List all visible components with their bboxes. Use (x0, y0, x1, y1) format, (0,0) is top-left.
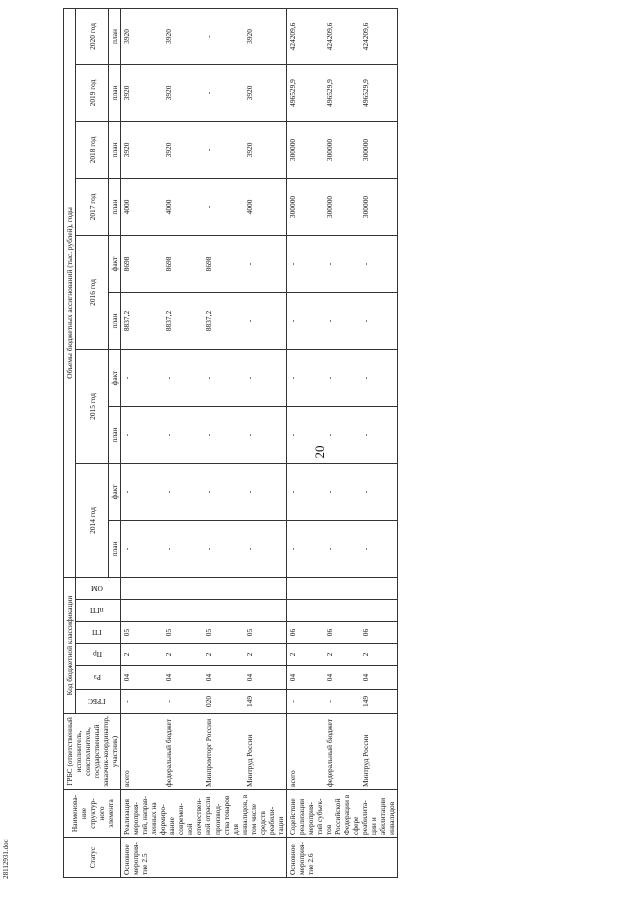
row-name: Содействие реализации мероприя-тий субъек-тов Российской Федерации в сфере реабилита-ции и абилитации инвалидов (286, 790, 397, 838)
budget-value: 300000 (324, 121, 360, 178)
header-fact: факт (109, 349, 121, 406)
row-responsible: всего (121, 714, 163, 790)
code-grbs: 149 (244, 690, 286, 714)
header-year-2017: 2017 год (76, 178, 109, 235)
code-rz: 04 (203, 666, 243, 690)
code-pr: 2 (244, 644, 286, 666)
budget-value: - (286, 349, 324, 406)
budget-value: 3920 (244, 8, 286, 64)
row-responsible: федеральный бюджет (324, 714, 360, 790)
header-fact: факт (109, 463, 121, 520)
code-om (324, 577, 360, 599)
code-rz: 04 (244, 666, 286, 690)
code-pr: 2 (203, 644, 243, 666)
budget-value: - (324, 235, 360, 292)
budget-value: - (360, 520, 398, 577)
code-om (244, 577, 286, 599)
budget-value: 3920 (244, 121, 286, 178)
budget-value: 8698 (163, 235, 203, 292)
code-grbs: - (324, 690, 360, 714)
header-plan: план (109, 8, 121, 64)
rotated-table-container (63, 8, 563, 878)
code-pgp (121, 600, 163, 622)
budget-value: 300000 (286, 121, 324, 178)
code-gp: 05 (244, 622, 286, 644)
budget-value: 3920 (121, 121, 163, 178)
budget-value: - (286, 292, 324, 349)
code-om (360, 577, 398, 599)
header-plan: план (109, 64, 121, 121)
budget-value: - (244, 235, 286, 292)
header-year-2016: 2016 год (76, 235, 109, 349)
budget-value: - (360, 292, 398, 349)
budget-value: 4000 (163, 178, 203, 235)
budget-value: - (244, 349, 286, 406)
code-grbs: 020 (203, 690, 243, 714)
budget-value: 300000 (286, 178, 324, 235)
budget-value: - (203, 64, 243, 121)
budget-value: - (203, 520, 243, 577)
header-om: ОМ (76, 577, 121, 599)
code-gp: 06 (324, 622, 360, 644)
code-pr: 2 (163, 644, 203, 666)
header-plan: план (109, 292, 121, 349)
budget-value: 300000 (360, 178, 398, 235)
code-pr: 2 (360, 644, 398, 666)
header-plan: план (109, 121, 121, 178)
budget-value: - (163, 406, 203, 463)
budget-value: 3920 (163, 64, 203, 121)
code-pgp (286, 600, 324, 622)
budget-value: 424209,6 (324, 8, 360, 64)
page-number: 20 (312, 445, 327, 459)
code-pgp (163, 600, 203, 622)
row-status: Основное мероприя-тие 2.5 (121, 838, 287, 878)
code-om (121, 577, 163, 599)
budget-value: 3920 (121, 64, 163, 121)
budget-value: - (360, 235, 398, 292)
row-status: Основное мероприя-тие 2.6 (286, 838, 397, 878)
code-gp: 05 (121, 622, 163, 644)
budget-value: 8698 (203, 235, 243, 292)
code-pr: 2 (324, 644, 360, 666)
budget-value: - (244, 406, 286, 463)
code-rz: 04 (121, 666, 163, 690)
budget-value: - (121, 463, 163, 520)
budget-value: - (244, 520, 286, 577)
code-grbs: - (286, 690, 324, 714)
header-name: Наименова-ние структур-ного элемента (64, 790, 121, 838)
code-pr: 2 (286, 644, 324, 666)
row-responsible: Минтруд России (360, 714, 398, 790)
code-om (286, 577, 324, 599)
budget-value: - (163, 520, 203, 577)
header-rz: Рз (76, 666, 121, 690)
budget-value: 3920 (244, 64, 286, 121)
budget-value: 4000 (121, 178, 163, 235)
budget-value: 4000 (244, 178, 286, 235)
budget-value: - (121, 520, 163, 577)
code-gp: 06 (286, 622, 324, 644)
budget-value: - (121, 406, 163, 463)
budget-value: - (324, 406, 360, 463)
code-rz: 04 (163, 666, 203, 690)
header-gp: ГП (76, 622, 121, 644)
budget-value: 300000 (324, 178, 360, 235)
table-row (203, 8, 243, 877)
code-pgp (203, 600, 243, 622)
header-fact: факт (109, 235, 121, 292)
header-year-2018: 2018 год (76, 121, 109, 178)
code-gp: 06 (360, 622, 398, 644)
budget-value: - (121, 349, 163, 406)
budget-value: - (244, 463, 286, 520)
budget-value: 424209,6 (286, 8, 324, 64)
budget-value: - (360, 463, 398, 520)
table-row (286, 8, 324, 877)
header-pgp: пГП (76, 600, 121, 622)
header-year-2019: 2019 год (76, 64, 109, 121)
table-row (163, 8, 203, 877)
budget-table (63, 8, 398, 878)
code-grbs: 149 (360, 690, 398, 714)
row-responsible: Минпромторг России (203, 714, 243, 790)
table-row (121, 8, 163, 877)
budget-value: - (324, 292, 360, 349)
row-name: Реализация мероприя-тий, направ-ленных на формиро-вание современ-ной отечествен-ной отрасли производ-ства товаров для инвалидов, в том числе средств реабили-тации (121, 790, 287, 838)
budget-value: - (360, 349, 398, 406)
header-grbs-resp: ГРБС (ответственный исполнитель, соисполнитель, государственный заказчик-координатор, участник) (64, 714, 121, 790)
code-rz: 04 (286, 666, 324, 690)
budget-value: - (286, 463, 324, 520)
code-om (163, 577, 203, 599)
budget-value: - (324, 349, 360, 406)
code-pgp (360, 600, 398, 622)
header-plan: план (109, 406, 121, 463)
table-row (244, 8, 286, 877)
budget-value: 3920 (163, 121, 203, 178)
budget-value: 8837,2 (121, 292, 163, 349)
header-year-2014: 2014 год (76, 463, 109, 577)
code-om (203, 577, 243, 599)
code-grbs: - (163, 690, 203, 714)
budget-value: - (324, 463, 360, 520)
code-gp: 05 (203, 622, 243, 644)
header-status: Статус (64, 838, 121, 878)
budget-value: - (286, 235, 324, 292)
budget-value: 8837,2 (203, 292, 243, 349)
code-rz: 04 (324, 666, 360, 690)
header-year-2020: 2020 год (76, 8, 109, 64)
header-plan: план (109, 178, 121, 235)
budget-value: - (286, 520, 324, 577)
budget-value: 3920 (121, 8, 163, 64)
budget-value: - (203, 178, 243, 235)
budget-value: 496529,9 (286, 64, 324, 121)
header-grbs: ГРБС (76, 690, 121, 714)
code-rz: 04 (360, 666, 398, 690)
budget-value: - (163, 349, 203, 406)
header-pr: Пр (76, 644, 121, 666)
budget-value: 496529,9 (324, 64, 360, 121)
budget-value: - (324, 520, 360, 577)
row-responsible: Минтруд России (244, 714, 286, 790)
header-year-2015: 2015 год (76, 349, 109, 463)
row-responsible: федеральный бюджет (163, 714, 203, 790)
table-row (324, 8, 360, 877)
code-pr: 2 (121, 644, 163, 666)
code-gp: 05 (163, 622, 203, 644)
budget-value: 496529,9 (360, 64, 398, 121)
budget-value: - (203, 463, 243, 520)
budget-value: - (163, 463, 203, 520)
budget-value: 8698 (121, 235, 163, 292)
header-volumes: Объемы бюджетных ассигнований (тыс. рублей), годы (64, 8, 76, 577)
header-plan: план (109, 520, 121, 577)
header-budget-code: Код бюджетной классификации (64, 577, 76, 713)
budget-value: - (360, 406, 398, 463)
table-row (360, 8, 398, 877)
budget-value: - (203, 349, 243, 406)
budget-value: - (286, 406, 324, 463)
budget-value: 8837,2 (163, 292, 203, 349)
code-grbs: - (121, 690, 163, 714)
table-body (121, 8, 398, 877)
budget-value: - (203, 406, 243, 463)
budget-value: 3920 (163, 8, 203, 64)
budget-value: 300000 (360, 121, 398, 178)
footer-filename: 28112931.doc (2, 839, 10, 879)
code-pgp (244, 600, 286, 622)
budget-value: - (244, 292, 286, 349)
budget-value: - (203, 121, 243, 178)
budget-value: 424209,6 (360, 8, 398, 64)
code-pgp (324, 600, 360, 622)
row-responsible: всего (286, 714, 324, 790)
budget-value: - (203, 8, 243, 64)
